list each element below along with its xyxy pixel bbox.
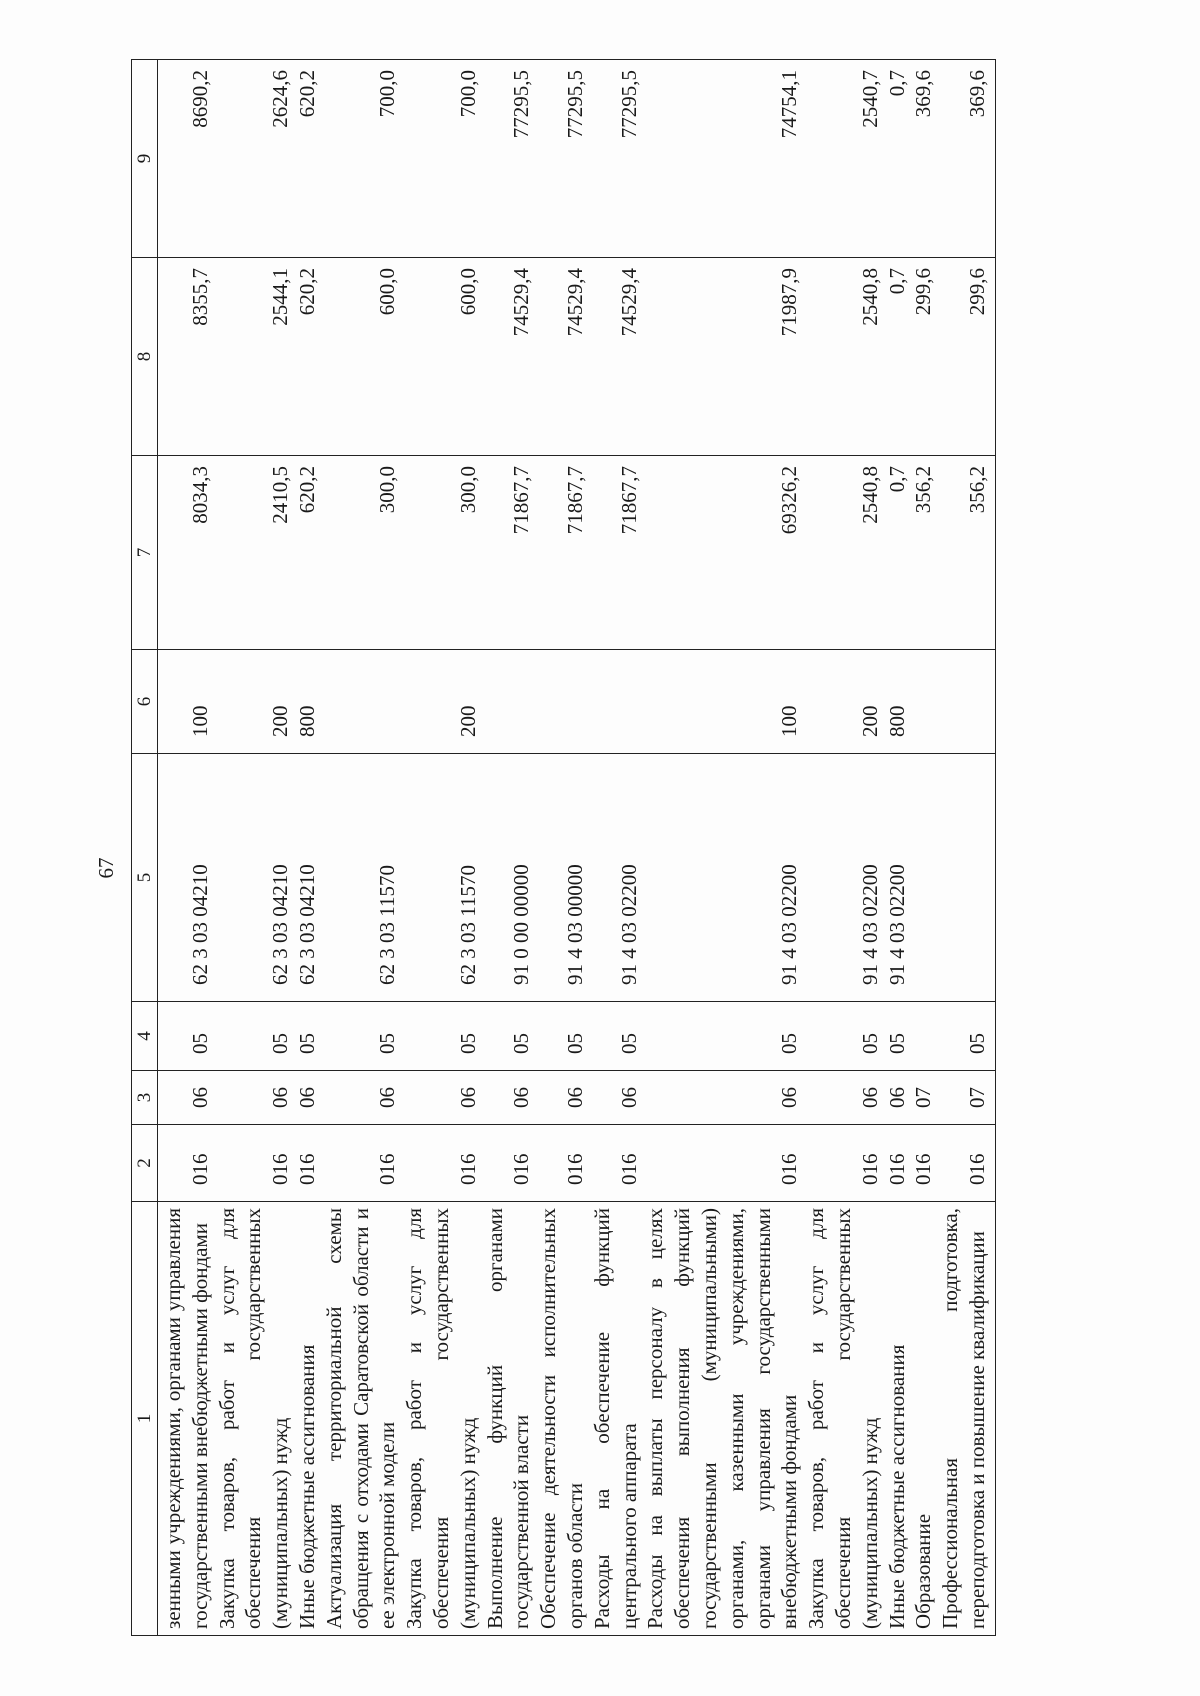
table-row (589, 60, 643, 1636)
target-article-cell: 62 3 03 11570 (401, 754, 481, 1002)
column-header: 8 (132, 258, 158, 456)
amount-year2-cell: 600,0 (401, 258, 481, 456)
target-article-cell: 62 3 03 04210 (294, 754, 321, 1002)
table-row (214, 60, 294, 1636)
table-row (535, 60, 589, 1636)
section-cell: 07 (937, 1071, 995, 1125)
table-row (884, 60, 911, 1636)
target-article-cell (937, 754, 995, 1002)
subsection-cell: 05 (482, 1002, 536, 1071)
column-header: 3 (132, 1071, 158, 1125)
admin-code-cell: 016 (401, 1125, 481, 1202)
amount-year3-cell: 2540,7 (803, 60, 883, 258)
target-article-cell: 91 4 03 02200 (642, 754, 803, 1002)
target-article-cell: 91 0 00 00000 (482, 754, 536, 1002)
amount-year2-cell: 620,2 (294, 258, 321, 456)
expense-name-cell: зенными учреждениями, органами управления государственными внебюджетными фондами (158, 1202, 214, 1636)
target-article-cell: 91 4 03 02200 (884, 754, 911, 1002)
amount-year3-cell: 620,2 (294, 60, 321, 258)
expense-name-cell: Закупка товаров, работ и услуг для обеспечения государственных (муниципальных) нужд (803, 1202, 883, 1636)
section-cell: 06 (589, 1071, 643, 1125)
column-header: 5 (132, 754, 158, 1002)
expense-name-cell: Закупка товаров, работ и услуг для обеспечения государственных (муниципальных) нужд (214, 1202, 294, 1636)
section-cell: 06 (401, 1071, 481, 1125)
amount-year1-cell: 300,0 (401, 456, 481, 650)
admin-code-cell: 016 (642, 1125, 803, 1202)
subsection-cell: 05 (937, 1002, 995, 1071)
amount-year1-cell: 69326,2 (642, 456, 803, 650)
budget-table (131, 59, 996, 1636)
amount-year3-cell: 0,7 (884, 60, 911, 258)
amount-year3-cell: 77295,5 (482, 60, 536, 258)
subsection-cell (910, 1002, 937, 1071)
expense-type-cell (535, 650, 589, 754)
table-row (910, 60, 937, 1636)
admin-code-cell: 016 (884, 1125, 911, 1202)
expense-type-cell (937, 650, 995, 754)
amount-year3-cell: 2624,6 (214, 60, 294, 258)
target-article-cell: 62 3 03 04210 (158, 754, 214, 1002)
amount-year2-cell: 74529,4 (482, 258, 536, 456)
subsection-cell: 05 (884, 1002, 911, 1071)
target-article-cell: 91 4 03 00000 (535, 754, 589, 1002)
admin-code-cell: 016 (937, 1125, 995, 1202)
section-cell: 06 (294, 1071, 321, 1125)
section-cell: 06 (803, 1071, 883, 1125)
admin-code-cell: 016 (214, 1125, 294, 1202)
admin-code-cell: 016 (589, 1125, 643, 1202)
expense-type-cell (321, 650, 401, 754)
amount-year1-cell: 300,0 (321, 456, 401, 650)
section-cell: 06 (158, 1071, 214, 1125)
table-row (803, 60, 883, 1636)
admin-code-cell: 016 (910, 1125, 937, 1202)
expense-name-cell: Актуализация территориальной схемы обращения с отходами Саратовской области и ее электронной модели (321, 1202, 401, 1636)
admin-code-cell: 016 (803, 1125, 883, 1202)
column-header: 6 (132, 650, 158, 754)
target-article-cell: 62 3 03 11570 (321, 754, 401, 1002)
column-header: 4 (132, 1002, 158, 1071)
admin-code-cell: 016 (535, 1125, 589, 1202)
amount-year2-cell: 299,6 (910, 258, 937, 456)
amount-year1-cell: 620,2 (294, 456, 321, 650)
expense-type-cell (482, 650, 536, 754)
table-row (642, 60, 803, 1636)
expense-name-cell: Обеспечение деятельности исполнительных органов области (535, 1202, 589, 1636)
table-row (321, 60, 401, 1636)
amount-year1-cell: 2410,5 (214, 456, 294, 650)
expense-type-cell (589, 650, 643, 754)
amount-year2-cell: 8355,7 (158, 258, 214, 456)
amount-year1-cell: 356,2 (910, 456, 937, 650)
amount-year3-cell: 369,6 (910, 60, 937, 258)
target-article-cell: 91 4 03 02200 (803, 754, 883, 1002)
subsection-cell: 05 (803, 1002, 883, 1071)
section-cell: 07 (910, 1071, 937, 1125)
target-article-cell: 62 3 03 04210 (214, 754, 294, 1002)
column-number-header-row (132, 60, 158, 1636)
section-cell: 06 (642, 1071, 803, 1125)
admin-code-cell: 016 (158, 1125, 214, 1202)
table-row (158, 60, 214, 1636)
expense-type-cell: 100 (642, 650, 803, 754)
amount-year2-cell: 0,7 (884, 258, 911, 456)
expense-type-cell: 200 (803, 650, 883, 754)
expense-name-cell: Расходы на обеспечение функций центрального аппарата (589, 1202, 643, 1636)
table-row (401, 60, 481, 1636)
subsection-cell: 05 (589, 1002, 643, 1071)
amount-year2-cell: 299,6 (937, 258, 995, 456)
expense-type-cell: 100 (158, 650, 214, 754)
expense-type-cell (910, 650, 937, 754)
admin-code-cell: 016 (482, 1125, 536, 1202)
amount-year3-cell: 74754,1 (642, 60, 803, 258)
amount-year3-cell: 369,6 (937, 60, 995, 258)
expense-type-cell: 200 (401, 650, 481, 754)
column-header: 9 (132, 60, 158, 258)
section-cell: 06 (321, 1071, 401, 1125)
amount-year1-cell: 71867,7 (535, 456, 589, 650)
expense-name-cell: Расходы на выплаты персоналу в целях обеспечения выполнения функций государственными (муниципальными) органами, казенными учреждениями, органами управления государственными внебюджетными фондами (642, 1202, 803, 1636)
expense-type-cell: 800 (294, 650, 321, 754)
expense-type-cell: 200 (214, 650, 294, 754)
section-cell: 06 (214, 1071, 294, 1125)
column-header: 2 (132, 1125, 158, 1202)
subsection-cell: 05 (535, 1002, 589, 1071)
amount-year1-cell: 356,2 (937, 456, 995, 650)
amount-year2-cell: 2544,1 (214, 258, 294, 456)
section-cell: 06 (482, 1071, 536, 1125)
subsection-cell: 05 (401, 1002, 481, 1071)
table-row (937, 60, 995, 1636)
amount-year1-cell: 0,7 (884, 456, 911, 650)
amount-year2-cell: 71987,9 (642, 258, 803, 456)
page-number: 67 (94, 857, 118, 879)
expense-name-cell: Профессиональная подготовка, переподготовка и повышение квалификации (937, 1202, 995, 1636)
subsection-cell: 05 (321, 1002, 401, 1071)
column-header: 7 (132, 456, 158, 650)
expense-type-cell: 800 (884, 650, 911, 754)
amount-year1-cell: 8034,3 (158, 456, 214, 650)
table-row (482, 60, 536, 1636)
table-row (294, 60, 321, 1636)
column-header: 1 (132, 1202, 158, 1636)
target-article-cell (910, 754, 937, 1002)
amount-year2-cell: 2540,8 (803, 258, 883, 456)
admin-code-cell: 016 (321, 1125, 401, 1202)
expense-name-cell: Закупка товаров, работ и услуг для обеспечения государственных (муниципальных) нужд (401, 1202, 481, 1636)
amount-year1-cell: 71867,7 (482, 456, 536, 650)
amount-year3-cell: 700,0 (321, 60, 401, 258)
amount-year3-cell: 700,0 (401, 60, 481, 258)
subsection-cell: 05 (642, 1002, 803, 1071)
expense-name-cell: Иные бюджетные ассигнования (884, 1202, 911, 1636)
subsection-cell: 05 (158, 1002, 214, 1071)
amount-year3-cell: 77295,5 (589, 60, 643, 258)
expense-name-cell: Иные бюджетные ассигнования (294, 1202, 321, 1636)
amount-year2-cell: 74529,4 (589, 258, 643, 456)
amount-year1-cell: 2540,8 (803, 456, 883, 650)
subsection-cell: 05 (214, 1002, 294, 1071)
amount-year2-cell: 600,0 (321, 258, 401, 456)
amount-year1-cell: 71867,7 (589, 456, 643, 650)
section-cell: 06 (884, 1071, 911, 1125)
amount-year3-cell: 77295,5 (535, 60, 589, 258)
target-article-cell: 91 4 03 02200 (589, 754, 643, 1002)
subsection-cell: 05 (294, 1002, 321, 1071)
section-cell: 06 (535, 1071, 589, 1125)
expense-name-cell: Выполнение функций органами государственной власти (482, 1202, 536, 1636)
amount-year3-cell: 8690,2 (158, 60, 214, 258)
amount-year2-cell: 74529,4 (535, 258, 589, 456)
admin-code-cell: 016 (294, 1125, 321, 1202)
expense-name-cell: Образование (910, 1202, 937, 1636)
